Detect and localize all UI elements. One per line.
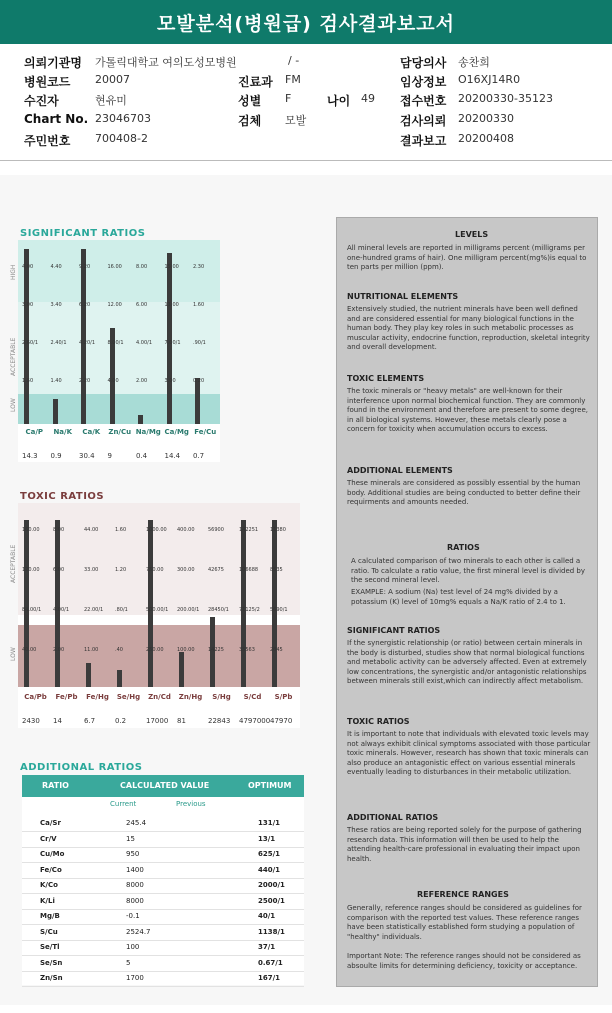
acceptable-band xyxy=(18,503,300,615)
current-value: 1400 xyxy=(126,865,144,874)
tick-label: 11380 xyxy=(270,527,286,533)
tick-label: 1.40 xyxy=(50,378,62,384)
optimum-value: 13/1 xyxy=(258,834,276,843)
ratio-name: Ca/Pb xyxy=(24,693,47,701)
tick-label: 4.00/1 xyxy=(53,607,69,613)
ratio-value: 9 xyxy=(107,452,112,460)
info-row xyxy=(0,92,612,111)
previous-header: Previous xyxy=(176,800,206,808)
significant-chart xyxy=(10,240,220,462)
low-label: LOW xyxy=(10,398,17,412)
high-label: HIGH xyxy=(10,264,17,280)
ratio-cell: S/Cu xyxy=(40,927,58,936)
optimum-value: 131/1 xyxy=(258,819,281,827)
tick-label: 4.00 xyxy=(107,378,119,384)
info-value: 현유미 xyxy=(95,94,127,107)
ratios-heading: RATIOS xyxy=(447,543,480,552)
info-row xyxy=(0,112,612,131)
ratio-value: 14 xyxy=(53,717,62,725)
nutritional-text: Extensively studied, the nutrient minerals have been well defined and are considered essential for many biological functions in the human body. They play key roles in such metabolic processes as muscular activity, endocrine function, reproduction, skeletal integrity and overall development. xyxy=(347,305,590,352)
info-value: 20007 xyxy=(95,73,130,86)
tick-label: .40 xyxy=(115,647,123,653)
ratio-name: Fe/Pb xyxy=(55,693,78,701)
table-header xyxy=(22,775,304,797)
ratio-value: 22843 xyxy=(208,717,231,725)
info-label: 검체 xyxy=(238,114,262,128)
tick-label: 250.00 xyxy=(146,647,164,653)
tick-label: 28450/1 xyxy=(208,607,229,613)
tick-label: 6.00 xyxy=(53,567,65,573)
tick-label: 4.00 xyxy=(22,264,34,270)
additional-elements-heading: ADDITIONAL ELEMENTS xyxy=(347,466,453,475)
ratio-cell: Se/Sn xyxy=(40,958,63,967)
ratio-name: Na/Mg xyxy=(135,428,161,436)
ratio-name: Ca/P xyxy=(25,428,44,436)
row-divider xyxy=(22,955,304,956)
row-divider xyxy=(22,986,304,987)
ratio-value: 14.3 xyxy=(22,452,38,460)
current-header: Current xyxy=(110,800,137,808)
tick-label: 7.00/1 xyxy=(164,340,181,346)
info-label: 성별 xyxy=(238,94,262,108)
info-label: Chart No. xyxy=(24,112,89,126)
reference-ranges-note: Important Note: The reference ranges should not be considered as absoulte limits for determining deficiency, toxicity or acceptance. xyxy=(347,952,581,970)
ratio-bar xyxy=(86,663,91,687)
tick-label: 1.20 xyxy=(115,567,127,573)
tick-label: 142251 xyxy=(239,527,259,533)
optimum-value: 167/1 xyxy=(258,974,281,982)
tick-label: 12.00 xyxy=(107,302,122,308)
current-value: -0.1 xyxy=(126,912,140,920)
optimum-value: 2500/1 xyxy=(258,896,285,905)
low-band xyxy=(18,394,220,424)
ratio-value: 0.2 xyxy=(115,717,127,725)
tick-label: 4.00/1 xyxy=(136,340,152,346)
tick-label: 2.40/1 xyxy=(50,340,67,346)
toxic-elements-text: The toxic minerals or "heavy metals" are well-known for their interference upon normal biochemical function. They are commonly found in the environment and therefore are present to some degree, in all biological systems. However, these metals clearly pose a concern for toxicity when accumulation occurs to excess. xyxy=(347,387,588,434)
tick-label: 4.20/1 xyxy=(79,340,95,346)
info-value: 송찬희 xyxy=(458,56,490,69)
toxic-elements-heading: TOXIC ELEMENTS xyxy=(347,374,425,383)
ratio-value: 30.4 xyxy=(79,452,95,460)
tick-label: 11.00 xyxy=(84,647,99,653)
current-value: 950 xyxy=(126,850,140,858)
info-value: 20200330 xyxy=(458,112,514,125)
optimum-value: 2000/1 xyxy=(258,881,285,889)
calc-header: CALCULATED VALUE xyxy=(120,781,210,790)
ratio-cell: Cu/Mo xyxy=(40,850,65,858)
info-label: 결과보고 xyxy=(400,134,447,148)
divider xyxy=(0,160,612,161)
tick-label: 56900 xyxy=(208,527,224,533)
current-value: 1700 xyxy=(126,974,144,982)
current-value: 8000 xyxy=(126,881,144,889)
report-title: 모발분석(병원급) 검사결과보고서 xyxy=(157,12,455,35)
high-band xyxy=(18,240,220,302)
ratio-bar xyxy=(148,520,153,687)
info-label: 나이 xyxy=(327,94,351,108)
ratio-name: Zn/Cu xyxy=(108,428,132,436)
info-value: F xyxy=(285,92,292,105)
info-label: 임상정보 xyxy=(400,75,447,89)
info-label: 의뢰기관명 xyxy=(24,56,82,70)
tick-label: 100.00 xyxy=(177,647,195,653)
nutritional-heading: NUTRITIONAL ELEMENTS xyxy=(347,292,459,301)
ratio-bar xyxy=(195,378,200,424)
tick-label: 400.00 xyxy=(177,527,195,533)
tick-label: 42675 xyxy=(208,567,224,573)
tick-label: 8.00 xyxy=(136,264,148,270)
ratio-cell: Ca/Sr xyxy=(40,819,61,827)
toxic-ratios-title: TOXIC RATIOS xyxy=(20,491,105,502)
info-value: 23046703 xyxy=(95,112,151,125)
ratio-value: 17000 xyxy=(146,717,169,725)
info-label: 담당의사 xyxy=(400,56,447,70)
tick-label: 8535 xyxy=(270,567,283,573)
ratio-name: Fe/Hg xyxy=(86,693,109,701)
ratio-value: 0.4 xyxy=(136,452,148,460)
tick-label: 15.00 xyxy=(164,264,179,270)
levels-heading: LEVELS xyxy=(455,230,489,239)
patient-info xyxy=(0,54,612,152)
tick-label: .80/1 xyxy=(115,607,128,613)
current-value: 245.4 xyxy=(126,819,147,827)
tick-label: 71125/2 xyxy=(239,607,260,613)
tick-label: 3.00 xyxy=(164,378,176,384)
ratio-value: 47970 xyxy=(270,717,293,725)
ratio-cell: K/Co xyxy=(40,881,58,889)
low-label: LOW xyxy=(10,647,17,661)
current-value: 2524.7 xyxy=(126,927,151,936)
row-divider xyxy=(22,862,304,863)
tick-label: 40.00 xyxy=(22,647,37,653)
tick-label: 2.60/1 xyxy=(22,340,38,346)
tick-label: 106688 xyxy=(239,567,259,573)
ratio-bar xyxy=(241,520,246,687)
tick-label: 2.00 xyxy=(53,647,65,653)
tick-label: 3.00 xyxy=(22,302,34,308)
info-value: / - xyxy=(288,54,300,67)
acceptable-label: ACCEPTABLE xyxy=(10,544,17,583)
tick-label: 750.00 xyxy=(146,567,164,573)
ratio-header: RATIO xyxy=(42,781,69,790)
tick-label: 2.30 xyxy=(193,264,205,270)
info-label: 수진자 xyxy=(24,94,59,108)
tick-label: 160.00 xyxy=(22,527,40,533)
tick-label: 0.20 xyxy=(193,378,205,384)
acceptable-band xyxy=(18,302,220,394)
optimum-value: 40/1 xyxy=(258,912,276,920)
significant-ratios-title: SIGNIFICANT RATIOS xyxy=(20,228,146,239)
info-value: 700408-2 xyxy=(95,132,148,145)
ratio-bar xyxy=(53,399,58,424)
ratio-name: S/Pb xyxy=(274,693,293,701)
ratio-cell: Mg/B xyxy=(40,912,60,920)
reference-ranges-heading: REFERENCE RANGES xyxy=(417,890,509,899)
tick-label: 120.00 xyxy=(22,567,40,573)
ratio-name: Fe/Cu xyxy=(194,428,217,436)
tick-label: 1.50 xyxy=(22,378,34,384)
row-divider xyxy=(22,909,304,910)
ratio-name: S/Hg xyxy=(212,693,231,701)
tick-label: 200.00/1 xyxy=(177,607,200,613)
info-label: 병원코드 xyxy=(24,75,71,89)
row-divider xyxy=(22,847,304,848)
ratio-bar xyxy=(55,520,60,687)
optimum-header: OPTIMUM xyxy=(248,781,292,790)
tick-label: 14225 xyxy=(208,647,224,653)
ratio-bar xyxy=(117,670,122,687)
additional-ratios-text: These ratios are being reported solely for the purpose of gathering research data. This information will then be used to help the attending health-care professional in evaluating their impact upon health. xyxy=(347,826,582,863)
ratio-bar xyxy=(272,520,277,687)
ratio-cell: Zn/Sn xyxy=(40,974,63,982)
additional-ratios-title: ADDITIONAL RATIOS xyxy=(20,762,143,773)
ratio-cell: Se/Tl xyxy=(40,943,60,951)
ratio-bar xyxy=(24,249,29,424)
tick-label: 500.00/1 xyxy=(146,607,169,613)
ratio-name: Zn/Cd xyxy=(148,693,171,701)
ratio-bar xyxy=(167,253,172,424)
optimum-value: 440/1 xyxy=(258,865,281,874)
ratio-name: S/Cd xyxy=(243,693,262,701)
ratio-value: 14.4 xyxy=(164,452,181,460)
tick-label: 9.20 xyxy=(79,264,91,270)
ratio-name: Ca/K xyxy=(82,428,101,436)
ratio-bar xyxy=(81,249,86,424)
tick-label: 1.60 xyxy=(115,527,127,533)
tick-label: 4.40 xyxy=(50,264,62,270)
ratio-name: Ca/Mg xyxy=(164,428,189,436)
report-title-bar xyxy=(0,0,612,44)
tick-label: 6.00 xyxy=(136,302,148,308)
optimum-value: 1138/1 xyxy=(258,927,285,936)
info-value: O16XJ14R0 xyxy=(458,73,521,86)
tick-label: 33.00 xyxy=(84,567,99,573)
ratio-value: 0.9 xyxy=(50,452,62,460)
ratio-cell: Cr/V xyxy=(40,834,57,843)
row-divider xyxy=(22,924,304,925)
tick-label: 8.00 xyxy=(53,527,65,533)
info-label: 주민번호 xyxy=(24,134,71,148)
info-value: FM xyxy=(285,73,301,86)
low-band xyxy=(18,625,300,687)
ratio-cell: K/Li xyxy=(40,896,55,905)
toxic-ratios-heading: TOXIC RATIOS xyxy=(347,717,410,726)
tick-label: 84.00/1 xyxy=(22,607,42,613)
current-value: 15 xyxy=(126,834,135,843)
tick-label: 1000.00 xyxy=(146,527,167,533)
info-value: 49 xyxy=(361,92,375,105)
current-value: 5 xyxy=(126,958,131,967)
tick-label: 16.00 xyxy=(107,264,122,270)
info-label: 진료과 xyxy=(238,75,273,89)
optimum-value: 37/1 xyxy=(258,943,276,951)
significant-ratios-heading: SIGNIFICANT RATIOS xyxy=(347,626,441,635)
ratio-bar xyxy=(179,652,184,687)
row-divider xyxy=(22,893,304,894)
tick-label: 3.40 xyxy=(50,302,62,308)
toxic-ratios-text: It is important to note that individuals with elevated toxic levels may not always exhibit clinical symptoms associated with those particular toxic minerals. However, research has shown that toxic minerals can also produce an antagonistic effect on various essential minerals eventually leading to disturbances in their metabolic utilization. xyxy=(347,730,591,777)
row-divider xyxy=(22,878,304,879)
tick-label: 1.60 xyxy=(193,302,205,308)
significant-ratios-text: If the synergistic relationship (or ratio) between certain minerals in the body is disturbed, studies show that normal biological functions and metabolic activity can be adversely affected. Even at extremely low concentrations, the synergistic and/or antagonistic relationships between minerals still exist,which can indirectly affect metabolism. xyxy=(347,639,587,686)
info-value: 가톨릭대학교 여의도성모병원 xyxy=(95,56,237,69)
row-divider xyxy=(22,971,304,972)
tick-label: 2.00 xyxy=(136,378,148,384)
info-value: 20200408 xyxy=(458,132,514,145)
ratio-value: 0.7 xyxy=(193,452,205,460)
explanation-panel xyxy=(336,217,598,987)
tick-label: 2.20 xyxy=(79,378,91,384)
info-value: 모발 xyxy=(285,114,307,127)
ratio-bar xyxy=(138,415,143,424)
row-divider xyxy=(22,831,304,832)
tick-label: .90/1 xyxy=(193,340,206,346)
additional-ratios-heading: ADDITIONAL RATIOS xyxy=(347,813,439,822)
ratio-name: Se/Hg xyxy=(116,693,141,701)
info-row xyxy=(0,73,612,92)
ratio-bar xyxy=(24,520,29,687)
info-label: 검사의뢰 xyxy=(400,114,447,128)
row-divider xyxy=(22,940,304,941)
additional-ratios-table xyxy=(22,775,304,985)
additional-elements-text: These minerals are considered as possibly essential by the human body. Additional studies are being conducted to better define their requirments and amounts needed. xyxy=(347,479,581,507)
ratio-cell: Fe/Co xyxy=(40,865,62,874)
info-value: 20200330-35123 xyxy=(458,92,553,105)
ratio-value: 81 xyxy=(177,717,186,725)
levels-text: All mineral levels are reported in milligrams percent (milligrams per one-hundred grams of hair). One milligram percent(mg%)is equal to ten parts per million (ppm). xyxy=(347,244,587,272)
ratios-example: EXAMPLE: A sodium (Na) test level of 24 mg% divided by a potassium (K) level of 10mg% equals a Na/K ratio of 2.4 to 1. xyxy=(351,588,566,606)
tick-label: 44.00 xyxy=(84,527,99,533)
optimum-value: 0.67/1 xyxy=(258,958,283,967)
acceptable-label: ACCEPTABLE xyxy=(10,337,17,376)
tick-label: 22.00/1 xyxy=(84,607,104,613)
tick-label: 8.00/1 xyxy=(107,340,124,346)
ratio-value: 2430 xyxy=(22,717,40,725)
current-value: 8000 xyxy=(126,896,144,905)
ratio-name: Na/K xyxy=(53,428,73,436)
info-row xyxy=(0,132,612,151)
current-value: 100 xyxy=(126,943,140,951)
info-row xyxy=(0,54,612,73)
ratio-value: 4797000 xyxy=(239,717,271,725)
optimum-value: 625/1 xyxy=(258,850,281,858)
tick-label: 11.00 xyxy=(164,302,179,308)
tick-label: 35563 xyxy=(239,647,255,653)
tick-label: 2845 xyxy=(270,647,283,653)
reference-ranges-text: Generally, reference ranges should be considered as guidelines for comparison with the reported test values. These reference ranges have been statistically established form studying a population of "healthy" individuals. xyxy=(347,904,582,941)
ratios-text: A calculated comparison of two minerals to each other is called a ratio. To calculate a ratio value, the first mineral level is divided by the second mineral level. xyxy=(351,557,586,585)
ratio-value: 6.7 xyxy=(84,717,96,725)
info-label: 접수번호 xyxy=(400,94,447,108)
tick-label: 5690/1 xyxy=(270,607,288,613)
toxic-chart xyxy=(10,503,300,728)
ratio-name: Zn/Hg xyxy=(178,693,203,701)
tick-label: 300.00 xyxy=(177,567,195,573)
tick-label: 6.20 xyxy=(79,302,91,308)
